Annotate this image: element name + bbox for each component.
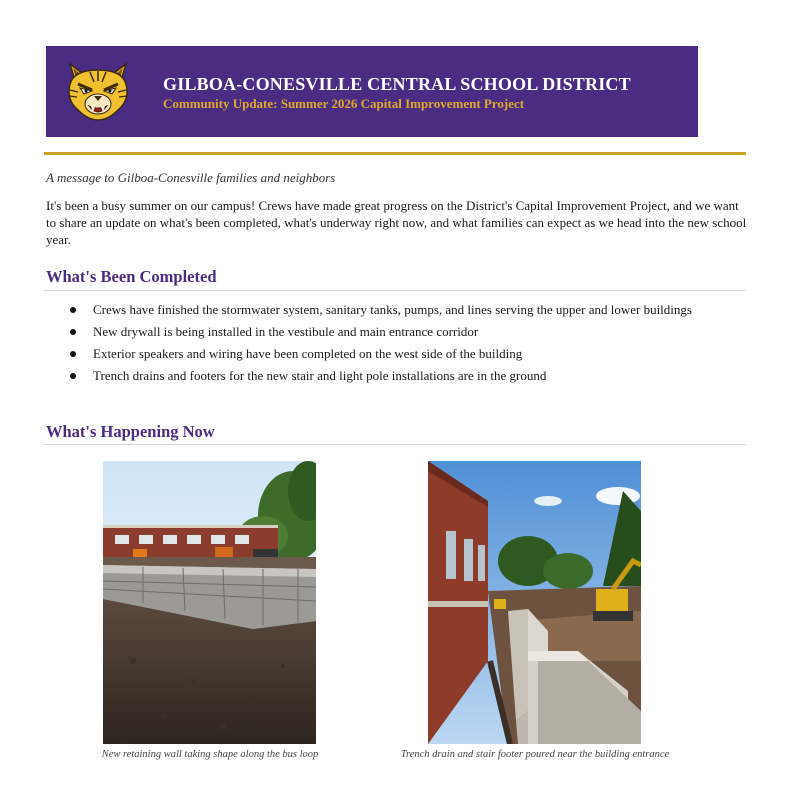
bullet-icon xyxy=(70,329,76,335)
list-item xyxy=(70,368,720,384)
photo-caption: Trench drain and stair footer poured near the building entrance xyxy=(400,749,670,760)
intro-greeting: A message to Gilboa-Conesville families and neighbors xyxy=(46,170,336,185)
retaining-wall-photo xyxy=(103,461,316,744)
bullet-icon xyxy=(70,373,76,379)
bullet-icon xyxy=(70,307,76,313)
district-name: GILBOA-CONESVILLE CENTRAL SCHOOL DISTRICT xyxy=(163,74,631,94)
gold-divider xyxy=(44,152,746,155)
section-divider xyxy=(44,290,746,291)
list-item xyxy=(70,302,720,318)
newsletter-subtitle: Community Update: Summer 2026 Capital Improvement Project xyxy=(163,96,525,111)
list-item xyxy=(70,346,720,362)
section-heading-happening-now: What's Happening Now xyxy=(46,422,215,441)
list-item xyxy=(70,324,720,340)
newsletter-header xyxy=(46,46,698,137)
trench-drain-photo xyxy=(428,461,641,744)
bullet-icon xyxy=(70,351,76,357)
photo-caption: New retaining wall taking shape along the bus loop xyxy=(101,749,319,760)
completed-list xyxy=(70,302,720,390)
section-heading-completed: What's Been Completed xyxy=(46,267,217,286)
intro-paragraph: It's been a busy summer on our campus! Crews have made great progress on the District's Capital Improvement Project, and we want to share an update on what's been completed, what's underway right now, and what families can expect as we head into the new school year. xyxy=(46,198,747,247)
list-item-text: Crews have finished the stormwater system, sanitary tanks, pumps, and lines serving the upper and lower buildings xyxy=(93,302,692,317)
section-divider xyxy=(44,444,746,445)
wildcat-mascot-icon xyxy=(64,60,132,122)
list-item-text: Exterior speakers and wiring have been completed on the west side of the building xyxy=(93,346,523,361)
list-item-text: Trench drains and footers for the new stair and light pole installations are in the ground xyxy=(93,368,547,383)
list-item-text: New drywall is being installed in the vestibule and main entrance corridor xyxy=(93,324,479,339)
